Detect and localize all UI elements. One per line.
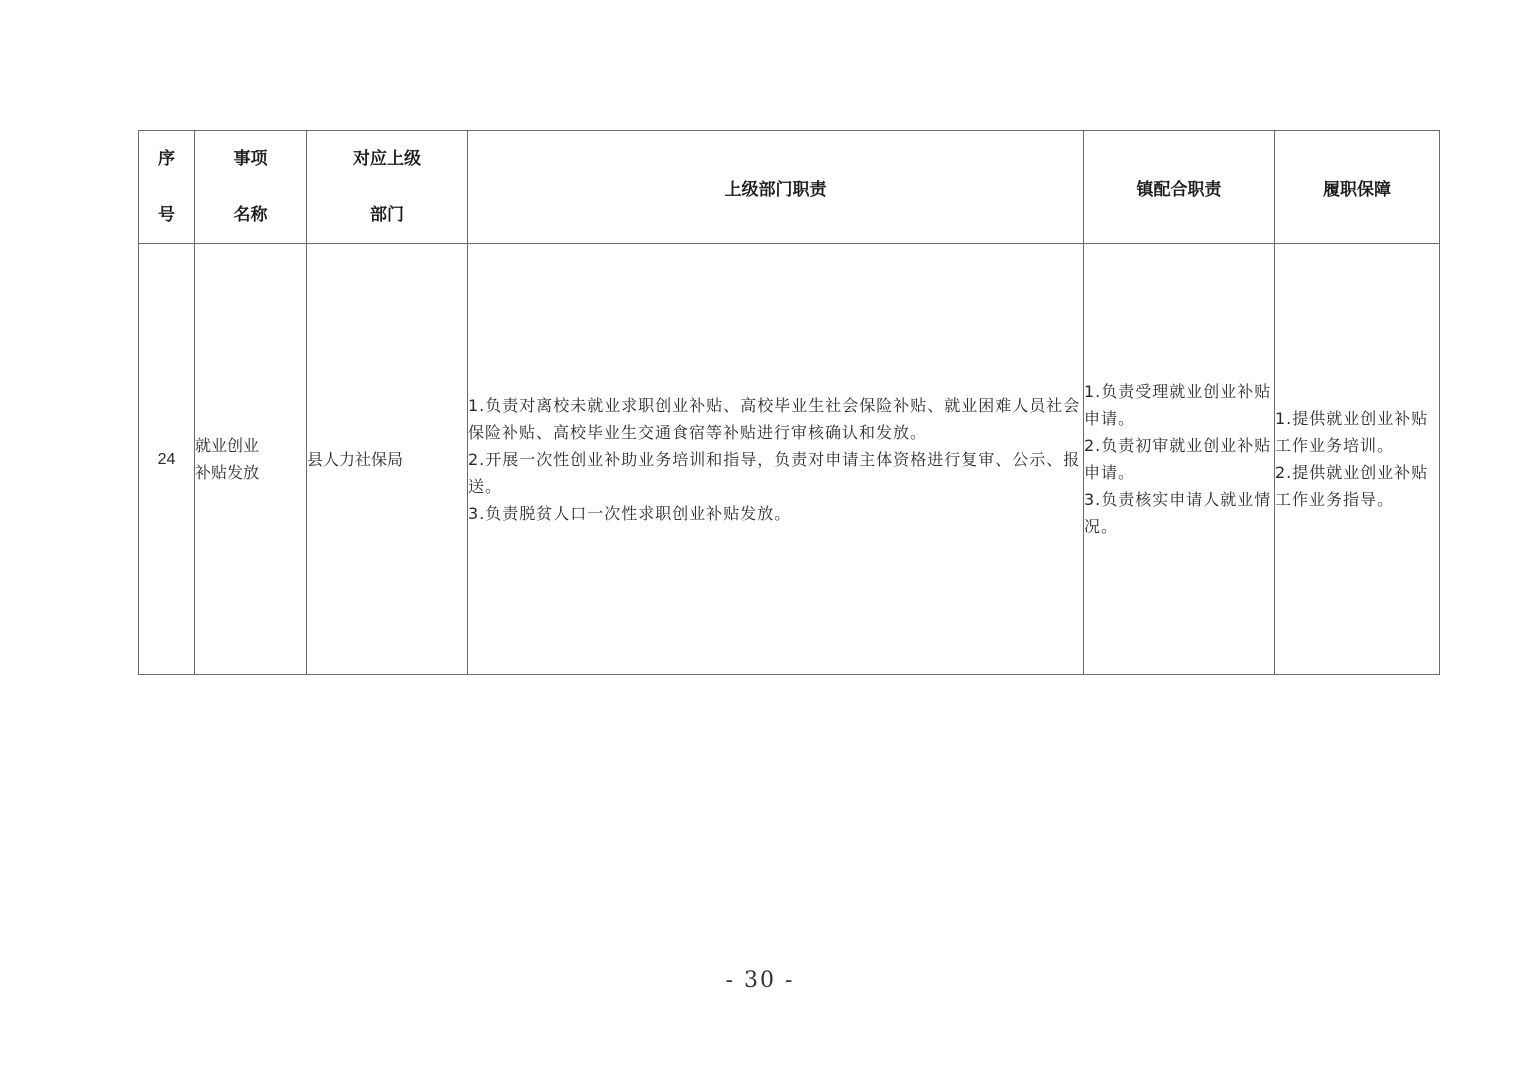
row-dept: 县人力社保局 (307, 244, 468, 675)
row-item-name-line2: 补贴发放 (195, 463, 260, 482)
header-seq (139, 131, 195, 244)
header-dept-line1: 对应上级 (353, 149, 421, 169)
row-town-duty (1084, 244, 1275, 675)
header-item-line1: 事项 (233, 149, 268, 169)
page-number: - 30 - (725, 968, 795, 993)
row-superior-duty (468, 244, 1084, 675)
town-duty-item: 2.负责初审就业创业补贴申请。 (1084, 436, 1272, 482)
row-guarantee (1275, 244, 1440, 675)
superior-duty-item: 3.负责脱贫人口一次性求职创业补贴发放。 (468, 503, 792, 523)
row-item-name-line1: 就业创业 (195, 436, 260, 455)
table-row (139, 244, 1440, 675)
row-item-name (195, 244, 307, 675)
header-dept (307, 131, 468, 244)
duty-table (138, 130, 1440, 675)
superior-duty-item: 2.开展一次性创业补助业务培训和指导，负责对申请主体资格进行复审、公示、报送。 (468, 449, 1081, 496)
guarantee-item: 2.提供就业创业补贴工作业务指导。 (1275, 463, 1429, 509)
header-superior-duty: 上级部门职责 (468, 131, 1084, 244)
header-seq-line2: 号 (158, 205, 175, 225)
guarantee-item: 1.提供就业创业补贴工作业务培训。 (1275, 409, 1429, 455)
superior-duty-item: 1.负责对离校未就业求职创业补贴、高校毕业生社会保险补贴、就业困难人员社会保险补贴、高校毕业生交通食宿等补贴进行审核确认和发放。 (468, 395, 1081, 442)
header-item-name (195, 131, 307, 244)
town-duty-item: 1.负责受理就业创业补贴申请。 (1084, 382, 1272, 428)
row-seq: 24 (139, 244, 195, 675)
header-dept-line2: 部门 (370, 205, 404, 225)
header-town-duty: 镇配合职责 (1084, 131, 1275, 244)
town-duty-item: 3.负责核实申请人就业情况。 (1084, 490, 1272, 536)
header-guarantee: 履职保障 (1275, 131, 1440, 244)
header-seq-line1: 序 (158, 149, 175, 169)
header-item-line2: 名称 (233, 205, 268, 225)
table-header-row (139, 131, 1440, 244)
